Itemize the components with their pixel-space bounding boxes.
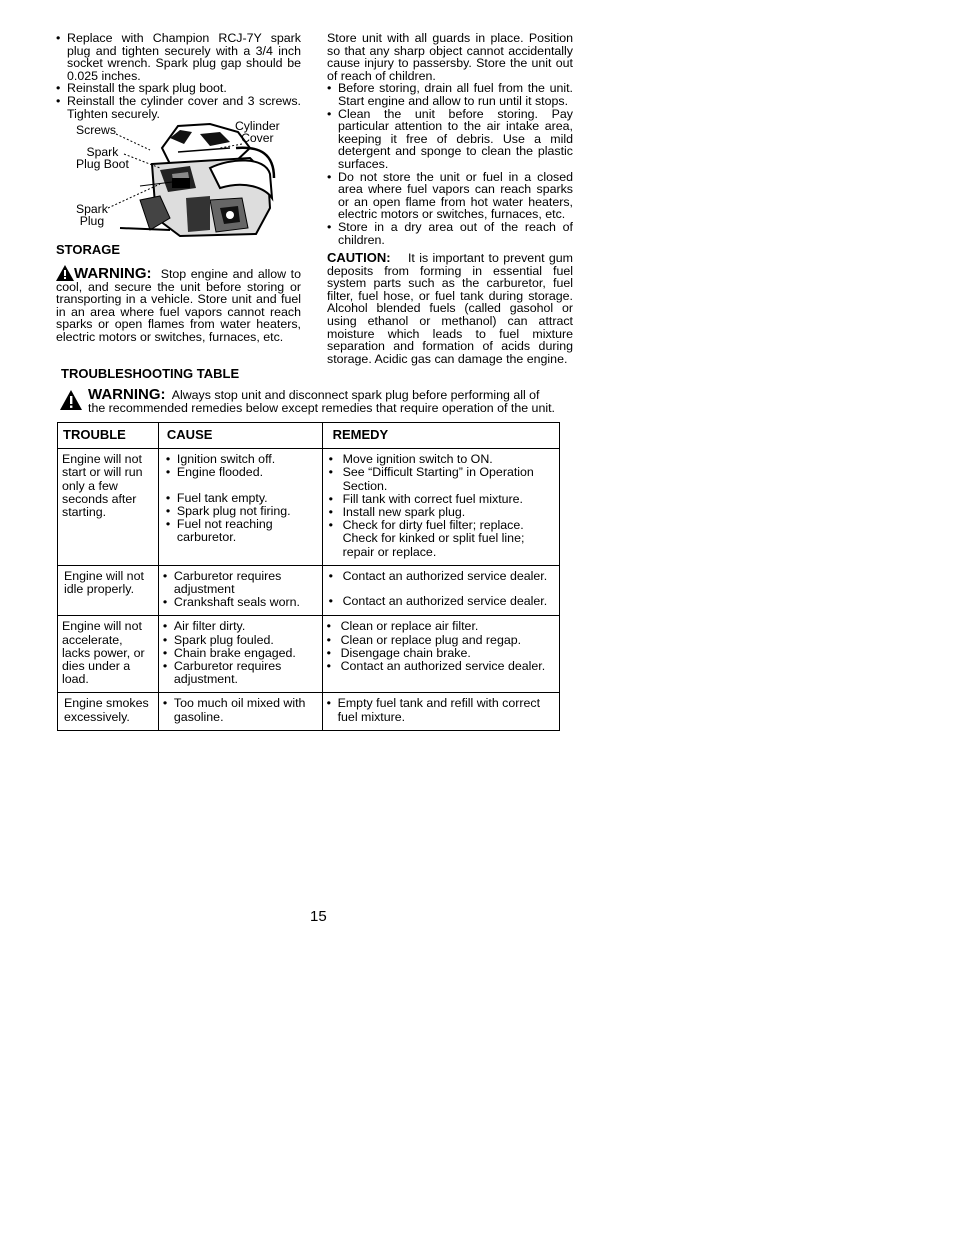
right-column — [327, 32, 573, 365]
table-row — [58, 565, 560, 616]
list-item: • Contact an authorized service dealer. — [329, 595, 555, 608]
storage-warning-text: Stop engine and allow to cool, and secure the unit before storing or transporting in a vehicle. Store unit and fuel in an area where fuel vapors cannot reach sparks or open flames from water heaters, electric motors or switches, furnaces, etc. — [56, 266, 301, 344]
list-item: • Fill tank with correct fuel mixture. — [329, 493, 555, 506]
cause-list — [166, 453, 318, 544]
trouble-cell: Engine will not idle properly. — [58, 565, 159, 616]
cylinder-cover-label: Cylinder Cover — [235, 119, 280, 146]
troubleshooting-warning — [60, 386, 560, 415]
remedy-list — [329, 570, 555, 608]
caution-paragraph — [327, 252, 573, 365]
cause-list — [163, 697, 318, 723]
troubleshooting-table — [57, 422, 560, 731]
caution-text: It is important to prevent gum deposits from forming in essential fuel system parts such as the carburetor, fuel filter, fuel hose, or fuel tank during storage. Alcohol blended fuels (called gasohol or using ethanol or methanol) can attract moisture which leads to fuel mixture separation and formation of acids during storage. Acidic gas can damage the engine. — [327, 251, 573, 366]
list-item: • Crankshaft seals worn. — [163, 596, 318, 609]
spark-plug-boot-label: Spark Plug Boot — [76, 145, 129, 172]
warning-word: WARNING: — [74, 264, 152, 282]
list-item: • Clean or replace plug and regap. — [327, 634, 555, 647]
table-row — [58, 449, 560, 566]
list-item: • Reinstall the spark plug boot. — [56, 82, 301, 95]
list-item: • Carburetor requires adjustment — [163, 570, 318, 596]
left-column — [56, 32, 301, 120]
remedy-cell — [322, 616, 559, 693]
spacer — [166, 480, 318, 492]
table-row — [58, 616, 560, 693]
warning-triangle-icon — [56, 265, 74, 281]
list-item: • Check for dirty fuel filter; replace. Check for kinked or split fuel line; repair or replace. — [329, 519, 555, 559]
column-header-trouble: TROUBLE — [58, 423, 159, 449]
trouble-cell: Engine will not accelerate, lacks power, or dies under a load. — [58, 616, 159, 693]
storage-warning — [56, 265, 301, 344]
remedy-cell — [322, 693, 559, 730]
list-item: • Move ignition switch to ON. — [329, 453, 555, 466]
list-item: • Carburetor requires adjustment. — [163, 660, 318, 686]
troubleshooting-warning-text — [88, 386, 560, 415]
warning-text: Always stop unit and disconnect spark plug before performing all of the recommended remedies below except remedies that require operation of the unit. — [88, 388, 555, 415]
list-item: • Chain brake engaged. — [163, 647, 318, 660]
storage-section — [56, 244, 301, 344]
trouble-cell: Engine will not start or will run only a few seconds after starting. — [58, 449, 159, 566]
list-item: • Engine flooded. — [166, 466, 318, 479]
spark-plug-figure — [60, 118, 300, 240]
list-item: • Ignition switch off. — [166, 453, 318, 466]
screws-label: Screws — [76, 123, 116, 137]
list-item: • Store in a dry area out of the reach of children. — [327, 221, 573, 246]
list-item: • Fuel not reaching carburetor. — [166, 518, 318, 544]
list-item: • Clean the unit before storing. Pay particular attention to the air intake area, keeping it free of debris. Use a mild detergent and sponge to clean the plastic surfaces. — [327, 108, 573, 171]
remedy-list — [327, 697, 555, 723]
remedy-cell — [322, 449, 559, 566]
cause-list — [163, 620, 318, 686]
troubleshooting-heading: TROUBLESHOOTING TABLE — [61, 366, 240, 381]
list-item: • Too much oil mixed with gasoline. — [163, 697, 318, 723]
remedy-list — [329, 453, 555, 559]
cause-cell — [158, 449, 322, 566]
storage-intro: Store unit with all guards in place. Position so that any sharp object cannot accidentally cause injury to passersby. Store the unit out of reach of children. — [327, 31, 573, 83]
list-item: • Contact an authorized service dealer. — [327, 660, 555, 673]
list-item: • Contact an authorized service dealer. — [329, 570, 555, 583]
storage-bullets — [327, 82, 573, 246]
warning-word: WARNING: — [88, 386, 166, 403]
cause-cell — [158, 616, 322, 693]
spark-plug-label: Spark Plug — [76, 202, 108, 229]
list-item: • See “Difficult Starting” in Operation Section. — [329, 466, 555, 492]
cause-cell — [158, 693, 322, 730]
remedy-cell — [322, 565, 559, 616]
list-item: • Spark plug not firing. — [166, 505, 318, 518]
spark-plug-steps — [56, 32, 301, 120]
column-header-cause: CAUSE — [158, 423, 322, 449]
warning-triangle-icon — [60, 390, 82, 410]
list-item: • Air filter dirty. — [163, 620, 318, 633]
table-row — [58, 693, 560, 730]
list-item: • Install new spark plug. — [329, 506, 555, 519]
list-item: • Reinstall the cylinder cover and 3 screws. Tighten securely. — [56, 95, 301, 120]
list-item: • Before storing, drain all fuel from the unit. Start engine and allow to run until it stops. — [327, 82, 573, 107]
table-header-row — [58, 423, 560, 449]
list-item: • Empty fuel tank and refill with correct fuel mixture. — [327, 697, 555, 723]
list-item: • Do not store the unit or fuel in a closed area where fuel vapors can reach sparks or an open flame from hot water heaters, electric motors or switches, furnaces, etc. — [327, 171, 573, 221]
column-header-remedy: REMEDY — [322, 423, 559, 449]
list-item: • Spark plug fouled. — [163, 634, 318, 647]
cause-cell — [158, 565, 322, 616]
page-number: 15 — [310, 908, 327, 925]
cause-list — [163, 570, 318, 610]
remedy-list — [327, 620, 555, 673]
list-item: • Disengage chain brake. — [327, 647, 555, 660]
caution-word: CAUTION: — [327, 250, 391, 266]
list-item: • Fuel tank empty. — [166, 492, 318, 505]
list-item: • Replace with Champion RCJ-7Y spark plug and tighten securely with a 3/4 inch socket wrench. Spark plug gap should be 0.025 inches. — [56, 32, 301, 82]
trouble-cell: Engine smokes excessively. — [58, 693, 159, 730]
list-item: • Clean or replace air filter. — [327, 620, 555, 633]
storage-heading: STORAGE — [56, 242, 121, 257]
